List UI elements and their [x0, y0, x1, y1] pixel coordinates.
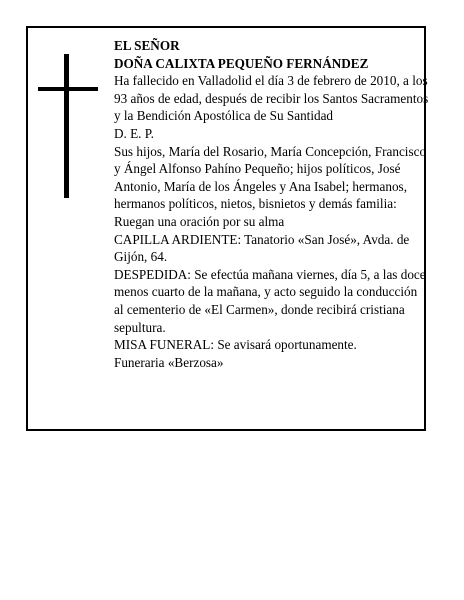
funeral-mass-info: MISA FUNERAL: Se avisará oportunamente.: [114, 337, 357, 353]
family-list: Sus hijos, María del Rosario, María Concepción, Francisco y Ángel Alfonso Pahíno Pequeño; hijos políticos, José Antonio, María de los Ángeles y Ana Isabel; hermanos, hermanos políticos, nietos, bisnietos y demás familia:: [114, 143, 427, 212]
chapel-info: CAPILLA ARDIENTE: Tanatorio «San José», Avda. de Gijón, 64.: [114, 231, 410, 265]
rip-line: D. E. P.: [114, 125, 154, 141]
deceased-name: DOÑA CALIXTA PEQUEÑO FERNÁNDEZ: [114, 55, 369, 71]
funeral-home: Funeraria «Berzosa»: [114, 354, 224, 370]
notice-header-title: EL SEÑOR: [114, 38, 180, 53]
obituary-text: [114, 37, 430, 371]
cross-horizontal-bar: [38, 87, 98, 91]
cross-icon: [38, 54, 98, 198]
prayer-request: Ruegan una oración por su alma: [114, 213, 285, 229]
death-announcement: Ha fallecido en Valladolid el día 3 de febrero de 2010, a los 93 años de edad, después de recibir los Santos Sacramentos y la Bendición Apostólica de Su Santidad: [114, 73, 429, 124]
farewell-info: DESPEDIDA: Se efectúa mañana viernes, día 5, a las doce menos cuarto de la mañana, y acto seguido la conducción al cementerio de «El Carmen», donde recibirá cristiana sepultura.: [114, 266, 426, 335]
cross-vertical-bar: [64, 54, 69, 198]
